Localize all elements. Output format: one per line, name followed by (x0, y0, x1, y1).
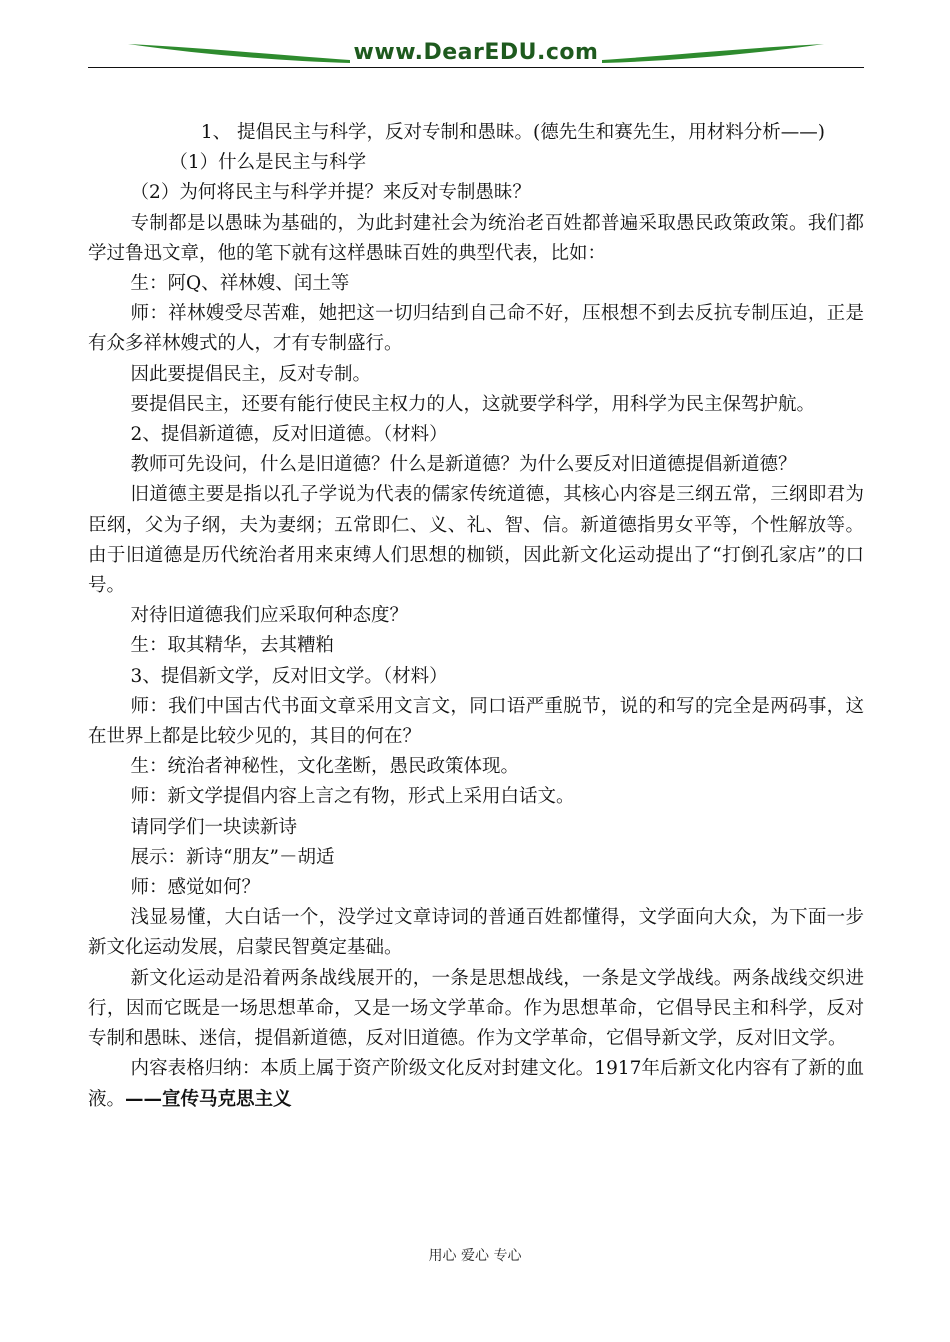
header-banner (88, 34, 864, 74)
paragraph: 生：阿Q、祥林嫂、闰土等 (130, 273, 350, 295)
paragraph: 要提倡民主，还要有能行使民主权力的人，这就要学科学，用科学为民主保驾护航。 (130, 393, 816, 415)
paragraph: 旧道德主要是指以孔子学说为代表的儒家传统道德，其核心内容是三纲五常，三纲即君为臣纲，父为子纲，夫为妻纲；五常即仁、义、礼、智、信。新道德指男女平等，个性解放等。由于旧道德是历代统治者用来束缚人们思想的枷锁，因此新文化运动提出了“打倒孔家店”的口号。 (88, 484, 864, 597)
header-divider (88, 67, 864, 68)
paragraph: 展示：新诗“朋友”－胡适 (130, 846, 335, 868)
emphasis-text: ——宣传马克思主义 (125, 1088, 292, 1110)
paragraph: 教师可先设问，什么是旧道德？什么是新道德？为什么要反对旧道德提倡新道德？ (130, 454, 797, 476)
page-footer: 用心 爱心 专心 (428, 1248, 522, 1264)
paragraph: 1、 提倡民主与科学，反对专制和愚昧。(德先生和赛先生，用材料分析——) (200, 122, 825, 143)
paragraph: 3、提倡新文学，反对旧文学。（材料） (130, 665, 448, 687)
paragraph: 专制都是以愚昧为基础的，为此封建社会为统治老百姓都普遍采取愚民政策政策。我们都学过鲁迅文章，他的笔下就有这样愚昧百姓的典型代表，比如： (88, 212, 864, 264)
paragraph: 2、提倡新道德，反对旧道德。（材料） (130, 424, 448, 446)
paragraph: 因此要提倡民主，反对专制。 (130, 363, 372, 385)
document-body (88, 118, 864, 1115)
paragraph: 师：新文学提倡内容上言之有物，形式上采用白话文。 (130, 786, 575, 808)
paragraph: 生：取其精华，去其糟粕 (130, 635, 335, 657)
paragraph: 生：统治者神秘性，文化垄断，愚民政策体现。 (130, 756, 520, 778)
paragraph: （2）为何将民主与科学并提？来反对专制愚昧？ (130, 182, 531, 204)
summary-text: 内容表格归纳：本质上属于资产阶级文化反对封建文化。1917年后新文化内容有了新的血液。 (88, 1058, 864, 1110)
paragraph: 师：祥林嫂受尽苦难，她把这一切归结到自己命不好，压根想不到去反抗专制压迫，正是有众多祥林嫂式的人，才有专制盛行。 (88, 303, 864, 355)
paragraph (88, 1054, 864, 1114)
paragraph: （1）什么是民主与科学 (169, 152, 367, 174)
paragraph: 请同学们一块读新诗 (130, 816, 298, 838)
paragraph: 新文化运动是沿着两条战线展开的，一条是思想战线，一条是文学战线。两条战线交织进行，因而它既是一场思想革命，又是一场文学革命。作为思想革命，它倡导民主和科学，反对专制和愚昧、迷信，提倡新道德，反对旧道德。作为文学革命，它倡导新文学，反对旧文学。 (88, 967, 864, 1050)
paragraph: 师：感觉如何？ (130, 877, 261, 899)
paragraph: 浅显易懂，大白话一个，没学过文章诗词的普通百姓都懂得，文学面向大众，为下面一步新文化运动发展，启蒙民智奠定基础。 (88, 907, 864, 959)
paragraph: 对待旧道德我们应采取何种态度？ (130, 605, 409, 627)
site-logo: www.DearEDU.com (353, 40, 599, 65)
paragraph: 师：我们中国古代书面文章采用文言文，同口语严重脱节，说的和写的完全是两码事，这在世界上都是比较少见的，其目的何在？ (88, 695, 864, 748)
